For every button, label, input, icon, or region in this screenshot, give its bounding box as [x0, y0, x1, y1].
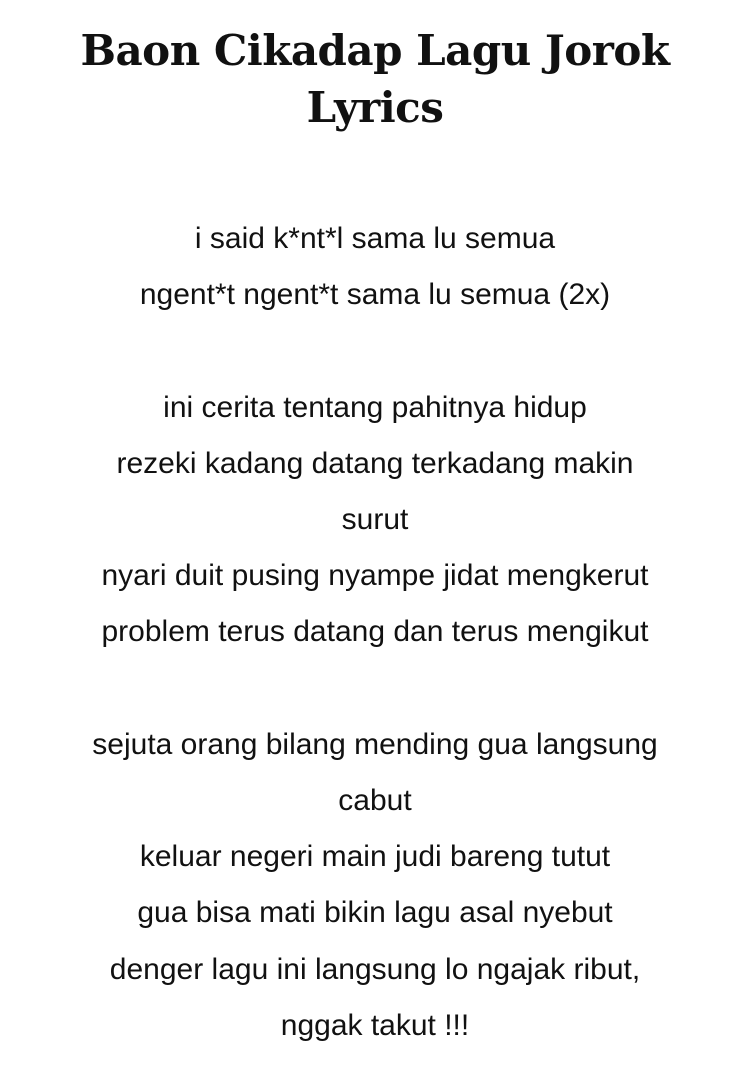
stanza-3 — [0, 717, 750, 1054]
lyric-line: nyari duit pusing nyampe jidat mengkerut — [101, 559, 649, 593]
lyric-line: nggak takut !!! — [280, 1008, 470, 1042]
stanza-1 — [0, 211, 750, 323]
lyric-line: denger lagu ini langsung lo ngajak ribut, — [109, 952, 641, 986]
lyrics-body — [0, 211, 750, 1054]
lyric-line: keluar negeri main judi bareng tutut — [139, 840, 611, 874]
lyric-line: rezeki kadang datang terkadang makin — [116, 446, 634, 480]
lyric-line: surut — [341, 503, 409, 536]
lyric-line: i said k*nt*l sama lu semua — [194, 222, 556, 255]
page-title — [0, 22, 750, 136]
lyric-line: problem terus datang dan terus mengikut — [101, 615, 649, 649]
stanza-2 — [0, 380, 750, 661]
title-line-1: Baon Cikadap Lagu Jorok — [80, 26, 670, 75]
lyric-line: gua bisa mati bikin lagu asal nyebut — [137, 896, 613, 930]
lyric-line: ngent*t ngent*t sama lu semua (2x) — [139, 278, 611, 312]
lyric-line: cabut — [338, 784, 412, 817]
lyric-line: ini cerita tentang pahitnya hidup — [163, 390, 587, 424]
title-line-2: Lyrics — [306, 83, 444, 132]
lyric-line: sejuta orang bilang mending gua langsung — [92, 727, 658, 761]
